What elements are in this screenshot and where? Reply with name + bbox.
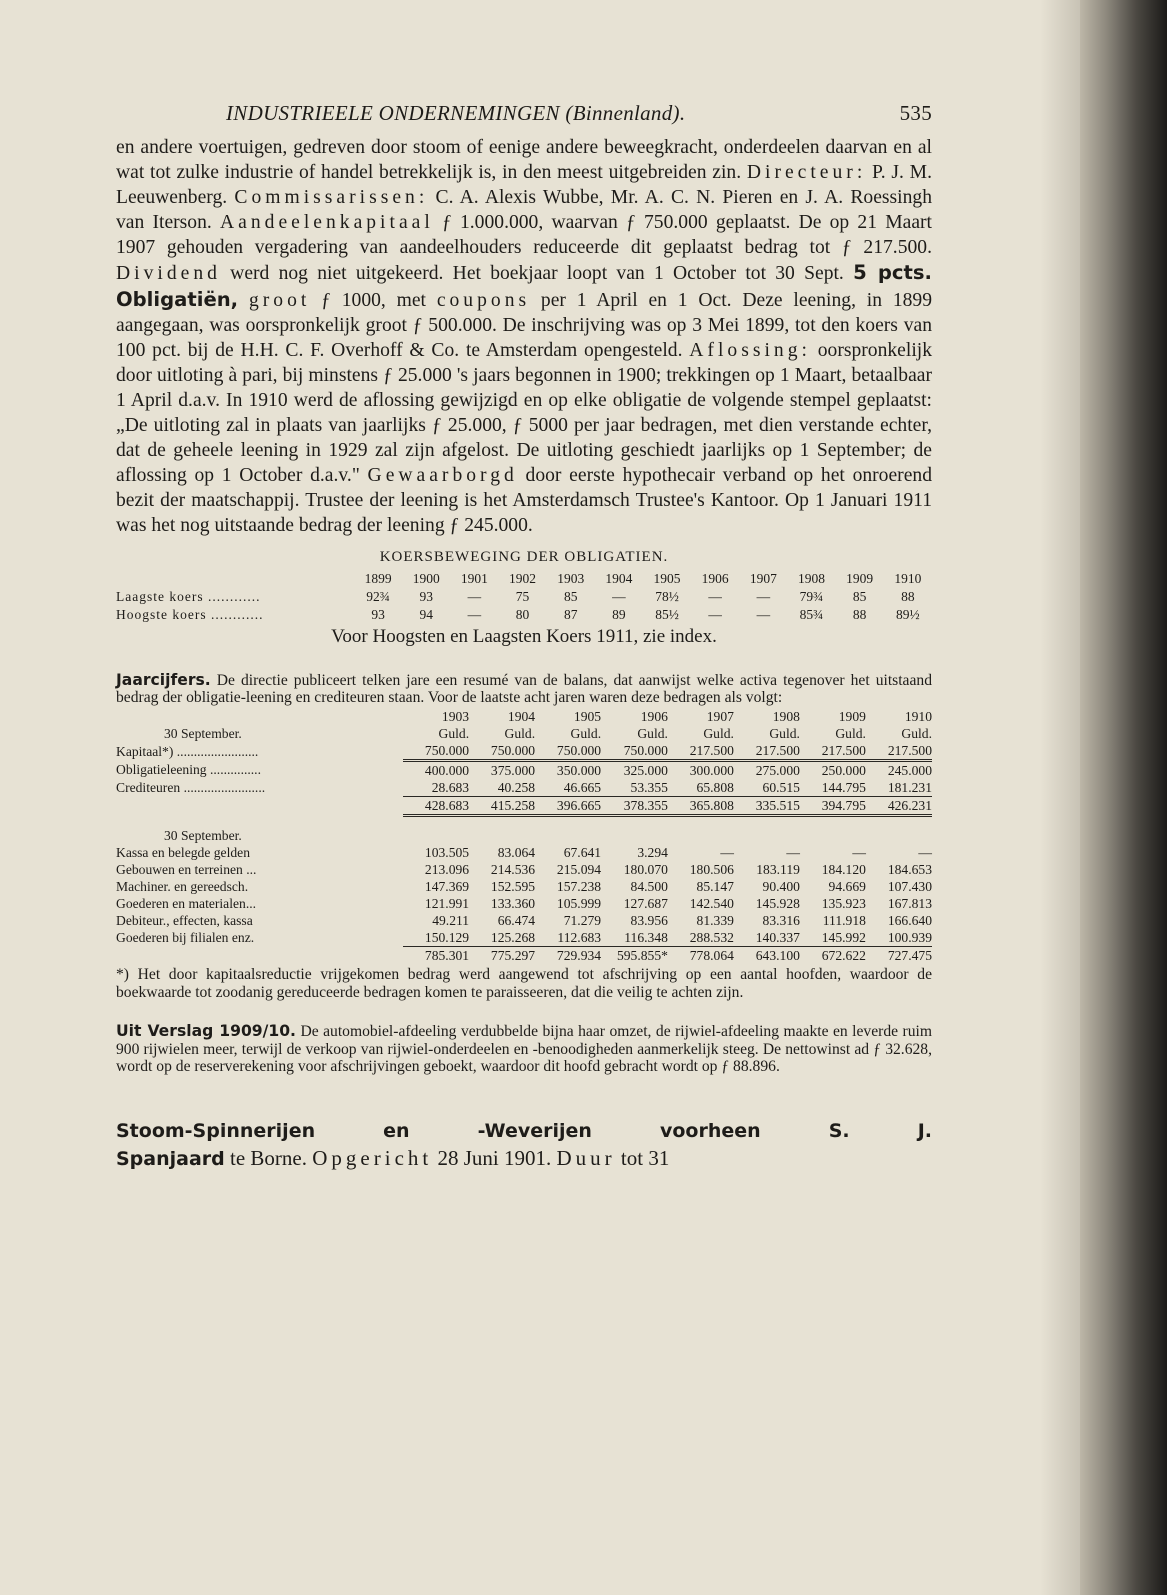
groot-value: ƒ 1000, met <box>310 289 437 311</box>
value-cell: 112.683 <box>557 929 602 945</box>
value-cell: 116.348 <box>624 929 668 945</box>
value-cell: 325.000 <box>601 761 668 780</box>
balance-table <box>116 708 932 964</box>
year-cell: 1901 <box>460 570 488 586</box>
year-cell: 1909 <box>838 708 866 724</box>
unit-cell: Guld. <box>504 725 536 741</box>
value-cell: 103.505 <box>424 844 470 860</box>
value-cell: 152.595 <box>490 878 536 894</box>
koers-cell: 78½ <box>655 588 679 604</box>
opgericht-label: Opgericht <box>312 1146 433 1171</box>
year-cell: 1902 <box>509 570 537 586</box>
value-cell: 217.500 <box>755 742 800 758</box>
balance-unit-row <box>116 725 932 742</box>
value-cell: 750.000 <box>623 742 668 758</box>
value-cell: 83.316 <box>762 912 800 928</box>
value-cell: 184.120 <box>821 861 866 877</box>
total-cell: 595.855* <box>601 947 668 965</box>
value-cell: 750.000 <box>424 742 470 758</box>
value-cell: 28.683 <box>431 779 470 795</box>
next-entry-heading <box>116 1117 932 1173</box>
value-cell: 147.369 <box>424 878 470 894</box>
next-entry-text1: te Borne. <box>224 1146 313 1171</box>
value-cell: 127.687 <box>623 895 668 911</box>
value-cell: 145.992 <box>821 929 866 945</box>
value-cell: 217.500 <box>887 742 932 758</box>
year-cell: 1909 <box>846 570 874 586</box>
balance-footnote: *) Het door kapitaalsreductie vrijgekomen bedrag werd aangewend tot afschrijving op een aantal hoofden, waardoor de boekwaarde tot zoodanig gereduceerde bedragen komen te paraisseeren, dat die veilig te achten zijn. <box>116 966 932 1001</box>
unit-cell: Guld. <box>438 725 470 741</box>
section2-label-row <box>116 827 932 844</box>
section-label: 30 September. <box>164 827 242 843</box>
value-cell: 157.238 <box>556 878 602 894</box>
total-cell: 643.100 <box>734 947 800 965</box>
next-entry-name: Stoom-Spinnerijen en -Weverijen voorheen S. J. Spanjaard <box>116 1120 932 1171</box>
total-cell: 729.934 <box>535 947 601 965</box>
value-cell: 83.956 <box>630 912 668 928</box>
koers-cell: 92¾ <box>366 588 390 604</box>
value-cell: 142.540 <box>689 895 734 911</box>
value-cell: 213.096 <box>424 861 470 877</box>
value-cell: 46.665 <box>563 779 602 795</box>
separator-row <box>116 816 932 828</box>
next-entry-text3: tot 31 <box>615 1146 670 1171</box>
value-cell: 217.500 <box>689 742 734 758</box>
koers-cell: 93 <box>419 588 433 604</box>
koers-cell: 80 <box>515 606 530 622</box>
year-cell: 1904 <box>507 708 536 724</box>
year-cell: 1906 <box>701 570 729 586</box>
aflossing-text: oorspronkelijk door uitloting à pari, bij minstens ƒ 25.000 's jaars begonnen in 1900; trekkingen op 1 Maart, betaalbaar 1 April d.a.v. In 1910 werd de aflossing gewijzigd en op elke obligatie de volgende stempel geplaatst: „De uitloting zal in plaats van jaarlijks ƒ 25.000, ƒ 5000 per jaar bedragen, met dien verstande echter, dat de geheele leening in 1929 zal zijn afgelost. De uitloting geschiedt jaarlijks op 1 September; de aflossing op 1 October d.a.v." <box>116 339 932 487</box>
value-cell: 183.119 <box>756 861 800 877</box>
value-cell: 3.294 <box>637 844 668 860</box>
total-cell: 727.475 <box>866 947 932 965</box>
obligatien-text: per 1 April en 1 Oct. Deze leening, in 1899 aangegaan, was oorspronkelijk groot ƒ 500.000. De inschrijving was op 3 Mei 1899, tot den koers van 100 pct. bij de H.H. C. F. Overhoff & Co. te Amsterdam opengesteld. <box>116 289 933 361</box>
row-label: Machiner. en gereedsch. <box>116 878 249 894</box>
koers-table <box>116 570 932 624</box>
value-cell: 107.430 <box>887 878 932 894</box>
total-cell: 672.622 <box>800 947 866 965</box>
row-label: Crediteuren ........................ <box>116 780 266 796</box>
koers-cell: — <box>467 606 482 622</box>
koers-cell: 88 <box>901 588 915 604</box>
value-cell: 84.500 <box>630 878 668 894</box>
crediteuren-row <box>116 779 932 797</box>
year-cell: 1900 <box>412 570 440 586</box>
total-cell: 365.808 <box>668 797 734 816</box>
page-number: 535 <box>899 101 932 125</box>
row-label: Laagste koers ............ <box>116 588 261 604</box>
koers-cell: — <box>708 606 722 622</box>
value-cell: 100.939 <box>887 929 932 945</box>
row-label: Goederen bij filialen enz. <box>116 930 255 946</box>
balance-year-row <box>116 708 932 725</box>
value-cell: 181.231 <box>887 779 932 795</box>
value-cell: 135.923 <box>821 895 866 911</box>
value-cell: 67.641 <box>563 844 602 860</box>
assets-total-row <box>116 947 932 965</box>
total-cell: 396.665 <box>535 797 601 816</box>
koers-row-laagste <box>116 588 932 606</box>
value-cell: 66.474 <box>497 912 536 928</box>
value-cell: 133.360 <box>490 895 536 911</box>
value-cell: 94.669 <box>828 878 866 894</box>
koers-cell: 85½ <box>655 606 679 622</box>
year-cell: 1910 <box>904 708 932 724</box>
value-cell: 81.339 <box>696 912 734 928</box>
asset-row <box>116 895 932 912</box>
value-cell: 166.640 <box>887 912 932 928</box>
page-content <box>116 95 932 1173</box>
year-cell: 1906 <box>640 708 668 724</box>
koers-cell: 87 <box>563 606 578 622</box>
row-label: Kassa en belegde gelden <box>116 844 250 860</box>
asset-row <box>116 844 932 861</box>
groot-label: groot <box>248 289 311 311</box>
koers-cell: 93 <box>371 606 385 622</box>
row-label: Obligatieleening ............... <box>116 762 261 778</box>
value-cell: 111.918 <box>822 912 866 928</box>
value-cell: 85.147 <box>696 878 734 894</box>
total-cell: 428.683 <box>403 797 469 816</box>
value-cell: 125.268 <box>490 929 536 945</box>
asset-row <box>116 929 932 947</box>
gewaarborgd-label: Gewaarborgd <box>367 465 518 487</box>
year-cell: 1905 <box>573 708 602 724</box>
commissarissen-value: C. A. Alexis Wubbe, Mr. A. C. N. Pieren en J. A. Roessingh van Iterson. <box>116 187 932 234</box>
value-cell: — <box>786 844 800 860</box>
jaarcijfers-text: De directie publiceert telken jare een resumé van de balans, dat aanwijst welke activa tegenover het uitstaand bedrag der obligatie-leening en crediteuren staan. Voor de laatste acht jaren waren deze bedragen als volgt: <box>116 671 932 706</box>
unit-cell: Guld. <box>901 725 932 741</box>
value-cell: 60.515 <box>762 779 800 795</box>
koers-cell: 75 <box>515 588 530 604</box>
jaarcijfers-paragraph <box>116 672 932 707</box>
value-cell: — <box>720 844 734 860</box>
koers-row-hoogste <box>116 606 932 624</box>
value-cell: 167.813 <box>887 895 932 911</box>
koers-cell: — <box>708 588 722 604</box>
kapitaal-label: Aandeelenkapitaal <box>220 212 434 234</box>
gewaarborgd-text: door eerste hypothecair verband op het onroerend bezit der maatschappij. Trustee der leening is het Amsterdamsch Trustee's Kantoor. Op 1 Januari 1911 was het nog uitstaande bedrag der leening ƒ 245.000. <box>116 465 932 537</box>
value-cell: 180.070 <box>623 861 668 877</box>
total-cell: 426.231 <box>866 797 932 816</box>
obligatien-label: 5 pcts. Obligatiën, <box>116 261 932 311</box>
company-description <box>116 135 932 539</box>
balance-corner <box>116 708 403 725</box>
value-cell: 288.532 <box>689 929 734 945</box>
jaarcijfers-label: Jaarcijfers. <box>116 670 211 689</box>
row-label: Gebouwen en terreinen ... <box>116 861 257 877</box>
year-cell: 1908 <box>772 708 800 724</box>
obligatieleening-row <box>116 761 932 780</box>
koers-cell: 85 <box>563 588 578 604</box>
running-title: INDUSTRIEELE ONDERNEMINGEN (Binnenland). <box>226 101 686 125</box>
value-cell: 90.400 <box>762 878 800 894</box>
value-cell: 245.000 <box>866 761 932 780</box>
value-cell: 400.000 <box>403 761 469 780</box>
koers-cell: 89 <box>612 606 626 622</box>
total-cell: 394.795 <box>800 797 866 816</box>
unit-cell: Guld. <box>637 725 668 741</box>
unit-cell: Guld. <box>769 725 800 741</box>
unit-cell: Guld. <box>835 725 866 741</box>
coupons-label: coupons <box>436 289 531 311</box>
value-cell: 750.000 <box>490 742 536 758</box>
koers-cell: 89½ <box>896 606 920 622</box>
value-cell: 121.991 <box>424 895 470 911</box>
value-cell: 83.064 <box>497 844 536 860</box>
koers-corner <box>116 570 354 588</box>
asset-row <box>116 912 932 929</box>
value-cell: — <box>918 844 932 860</box>
value-cell: 217.500 <box>821 742 866 758</box>
value-cell: 275.000 <box>734 761 800 780</box>
value-cell: 144.795 <box>821 779 866 795</box>
year-cell: 1907 <box>706 708 734 724</box>
value-cell: 140.337 <box>755 929 800 945</box>
koers-cell: — <box>612 588 626 604</box>
dividend-value: werd nog niet uitgekeerd. Het boekjaar loopt van 1 October tot 30 Sept. <box>220 263 854 285</box>
directeur-value: P. J. M. Leeuwenberg. <box>116 162 932 209</box>
asset-row <box>116 878 932 895</box>
duur-label: Duur <box>556 1146 616 1171</box>
value-cell: 105.999 <box>556 895 602 911</box>
row-label: Kapitaal*) ........................ <box>116 743 259 759</box>
running-head <box>116 95 932 135</box>
koers-cell: 85 <box>852 588 867 604</box>
year-cell: 1908 <box>797 570 825 586</box>
year-cell: 1910 <box>894 570 922 586</box>
total-cell: 775.297 <box>469 947 535 965</box>
value-cell: 250.000 <box>800 761 866 780</box>
row-label: Hoogste koers ............ <box>116 606 264 622</box>
value-cell: 40.258 <box>497 779 536 795</box>
verslag-text: De automobiel-afdeeling verdubbelde bijna haar omzet, de rijwiel-afdeeling maakte en leverde ruim 900 rijwielen meer, terwijl de verkoop van rijwiel-onderdeelen en -benoodigheden aanmerkelijk steeg. De nettowinst ad ƒ 32.628, wordt op de reserverekening voor afschrijvingen geboekt, waardoor dit hoofd gebracht wordt op ƒ 88.896. <box>116 1023 932 1075</box>
total-cell: 778.064 <box>668 947 734 965</box>
value-cell: 184.653 <box>887 861 932 877</box>
koers-cell: — <box>756 606 771 622</box>
total-label <box>116 947 403 965</box>
total-label <box>116 797 403 816</box>
year-cell: 1903 <box>557 570 585 586</box>
value-cell: 180.506 <box>689 861 734 877</box>
year-cell: 1904 <box>605 570 633 586</box>
row-label: Debiteur., effecten, kassa <box>116 912 253 928</box>
koers-cell: 79¾ <box>799 588 824 604</box>
dividend-label: Dividend <box>116 263 221 285</box>
koers-caption: KOERSBEWEGING DER OBLIGATIEN. <box>379 548 669 565</box>
directeur-label: Directeur: <box>746 162 867 184</box>
value-cell: 65.808 <box>696 779 734 795</box>
book-binding <box>1080 0 1167 1595</box>
kapitaal-row <box>116 742 932 761</box>
value-cell: 71.279 <box>563 912 602 928</box>
verslag-label: Uit Verslag 1909/10. <box>116 1022 296 1041</box>
koers-cell: 88 <box>852 606 867 622</box>
commissarissen-label: Commissarissen: <box>234 187 429 209</box>
kapitaal-value: ƒ 1.000.000, waarvan ƒ 750.000 geplaatst. De op 21 Maart 1907 gehouden vergadering van aandeelhouders reduceerde dit geplaatst bedrag tot ƒ 217.500. <box>116 212 932 259</box>
total-cell: 378.355 <box>601 797 668 816</box>
koers-cell: 85¾ <box>799 606 824 622</box>
value-cell: — <box>852 844 866 860</box>
section-label: 30 September. <box>164 725 242 741</box>
year-cell: 1899 <box>364 570 392 586</box>
koers-cell: 94 <box>419 606 433 622</box>
year-cell: 1907 <box>749 570 777 586</box>
row-label: Goederen en materialen... <box>116 895 257 911</box>
koers-year-row <box>116 570 932 588</box>
aflossing-label: Aflossing: <box>689 339 811 361</box>
value-cell: 53.355 <box>630 779 668 795</box>
unit-cell: Guld. <box>703 725 734 741</box>
year-cell: 1905 <box>653 570 681 586</box>
koers-cell: — <box>467 588 482 604</box>
value-cell: 49.211 <box>432 912 470 928</box>
value-cell: 214.536 <box>490 861 536 877</box>
total-cell: 785.301 <box>403 947 469 965</box>
verslag-paragraph <box>116 1023 932 1075</box>
value-cell: 375.000 <box>469 761 535 780</box>
value-cell: 150.129 <box>424 929 470 945</box>
liabilities-total-row <box>116 797 932 816</box>
asset-row <box>116 861 932 878</box>
total-cell: 335.515 <box>734 797 800 816</box>
year-cell: 1903 <box>441 708 470 724</box>
next-entry-text2: 28 Juni 1901. <box>432 1146 557 1171</box>
value-cell: 145.928 <box>755 895 800 911</box>
total-cell: 415.258 <box>469 797 535 816</box>
value-cell: 350.000 <box>535 761 601 780</box>
value-cell: 300.000 <box>668 761 734 780</box>
value-cell: 750.000 <box>556 742 602 758</box>
intro-text: en andere voertuigen, gedreven door stoom of eenige andere beweegkracht, onderdeelen daarvan en al wat tot zulke industrie of handel betrekkelijk is, in den meest uitgebreiden zin. <box>116 137 932 184</box>
koers-note: Voor Hoogsten en Laagsten Koers 1911, zie index. <box>331 625 717 647</box>
unit-cell: Guld. <box>570 725 602 741</box>
value-cell: 215.094 <box>556 861 602 877</box>
koers-cell: — <box>756 588 771 604</box>
